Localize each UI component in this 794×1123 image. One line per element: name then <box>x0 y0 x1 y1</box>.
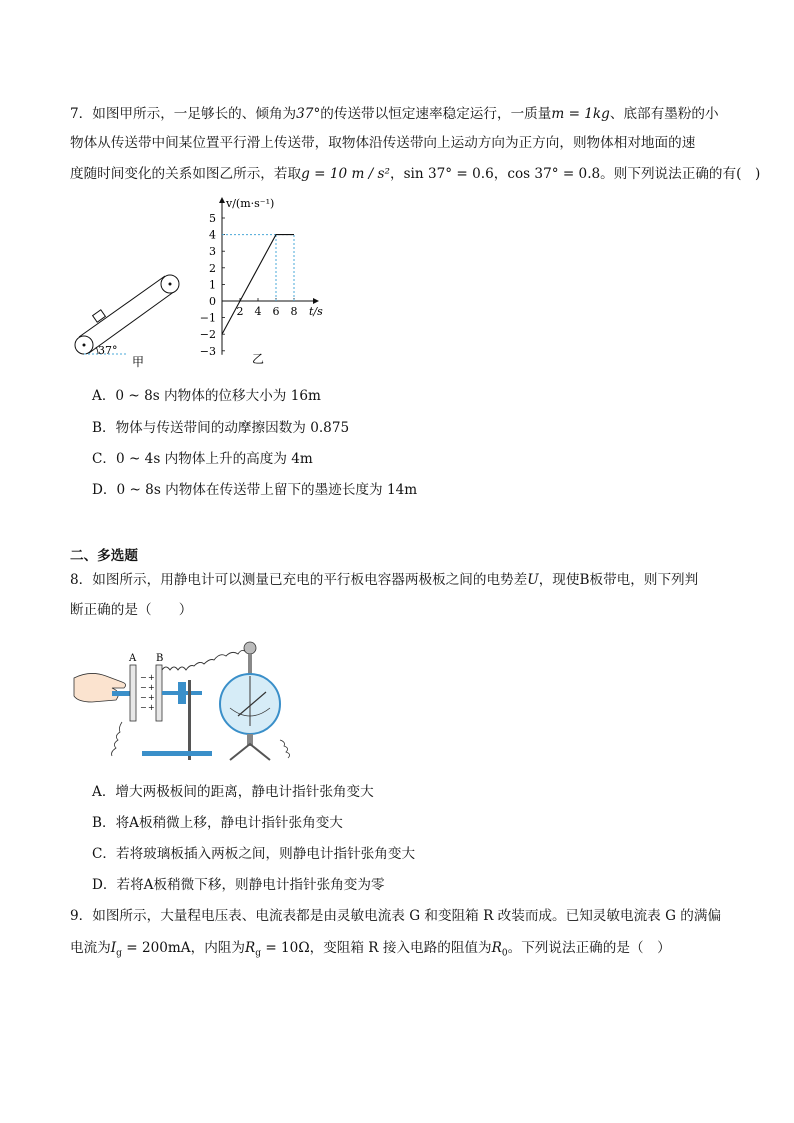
plate-b <box>156 665 162 721</box>
y-tick-label: 3 <box>209 245 216 259</box>
q8-option-b: B．将A板稍微上移，静电计指针张角变大 <box>92 815 343 831</box>
y-tick-label: 5 <box>209 212 216 225</box>
q9-line-1: 9．如图所示，大量程电压表、电流表都是由灵敏电流表 G 和变阻箱 R 改装而成。已知灵敏电流表 G 的满偏 <box>70 908 722 924</box>
x-axis-arrow <box>313 298 319 304</box>
x-tick-label: 6 <box>272 305 280 318</box>
conveyor-figure <box>70 268 190 368</box>
y-tick-label: 0 <box>209 295 216 308</box>
plate-b-label: B <box>156 653 164 664</box>
svg-text:−: − <box>140 693 147 702</box>
q7-option-d: D．0 ~ 8s 内物体在传送带上留下的墨迹长度为 14m <box>92 482 418 498</box>
caption-yi: 乙 <box>251 352 265 366</box>
q7-line-1: 7．如图甲所示，一足够长的、倾角为37°的传送带以恒定速率稳定运行，一质量m = 1kg、底部有墨粉的小 <box>70 106 719 122</box>
q7-line-3: 度随时间变化的关系如图乙所示，若取g = 10 m / s²，sin 37° = 0.6，cos 37° = 0.8。则下列说法正确的有( ) <box>70 166 761 182</box>
q7-option-c: C．0 ~ 4s 内物体上升的高度为 4m <box>92 451 313 467</box>
vt-chart <box>195 195 335 370</box>
y-tick-label: −3 <box>199 344 216 358</box>
x-axis-label: t/s <box>309 305 323 318</box>
q8-line-2: 断正确的是（ ） <box>70 602 193 618</box>
y-tick-label: 1 <box>209 278 216 292</box>
x-tick-label: 4 <box>254 305 262 318</box>
q8-line-1: 8．如图所示，用静电计可以测量已充电的平行板电容器两极板之间的电势差U，现使B板带电，则下列判 <box>70 572 699 588</box>
angle-label: 37° <box>98 344 118 357</box>
block <box>93 310 106 322</box>
caption-jia: 甲 <box>132 355 145 368</box>
q8-option-d: D．若将A板稍微下移，则静电计指针张角变为零 <box>92 877 385 893</box>
y-axis-label: v/(m·s⁻¹) <box>226 197 275 210</box>
q7-option-b: B．物体与传送带间的动摩擦因数为 0.875 <box>92 420 350 436</box>
q7-line-2: 物体从传送带中间某位置平行滑上传送带，取物体沿传送带向上运动方向为正方向，则物体相对地面的速 <box>70 135 696 151</box>
y-tick-label: −2 <box>199 328 216 342</box>
y-tick-label: 4 <box>209 228 216 242</box>
section-title: 二、多选题 <box>70 548 138 564</box>
x-tick-label: 8 <box>290 305 298 318</box>
y-tick-label: −1 <box>199 311 216 325</box>
q9-line-2: 电流为$I_g = 200mA$，内阻为$R_g = 10\Omega$，变阻箱 R 接入电路的阻值为$R_0$。下列说法正确的是（ ） <box>70 940 671 959</box>
svg-text:−: − <box>140 673 147 682</box>
q7-number: 7． <box>70 106 93 122</box>
velocity-line <box>222 235 294 335</box>
x-tick-label: 2 <box>236 305 244 318</box>
svg-text:−: − <box>140 703 147 712</box>
svg-text:−: − <box>140 683 147 692</box>
q8-option-a: A．增大两极板间的距离，静电计指针张角变大 <box>92 784 374 800</box>
plate-a-label: A <box>129 653 137 664</box>
svg-text:+: + <box>148 673 155 682</box>
electrometer-figure <box>72 630 302 765</box>
svg-text:+: + <box>148 693 155 702</box>
y-tick-label: 2 <box>209 261 216 275</box>
q8-option-c: C．若将玻璃板插入两板之间，则静电计指针张角变大 <box>92 846 416 862</box>
svg-text:+: + <box>148 683 155 692</box>
q7-option-a: A．0 ~ 8s 内物体的位移大小为 16m <box>92 388 321 404</box>
y-axis-arrow <box>219 197 225 203</box>
svg-text:+: + <box>148 703 155 712</box>
plate-a <box>130 665 136 721</box>
